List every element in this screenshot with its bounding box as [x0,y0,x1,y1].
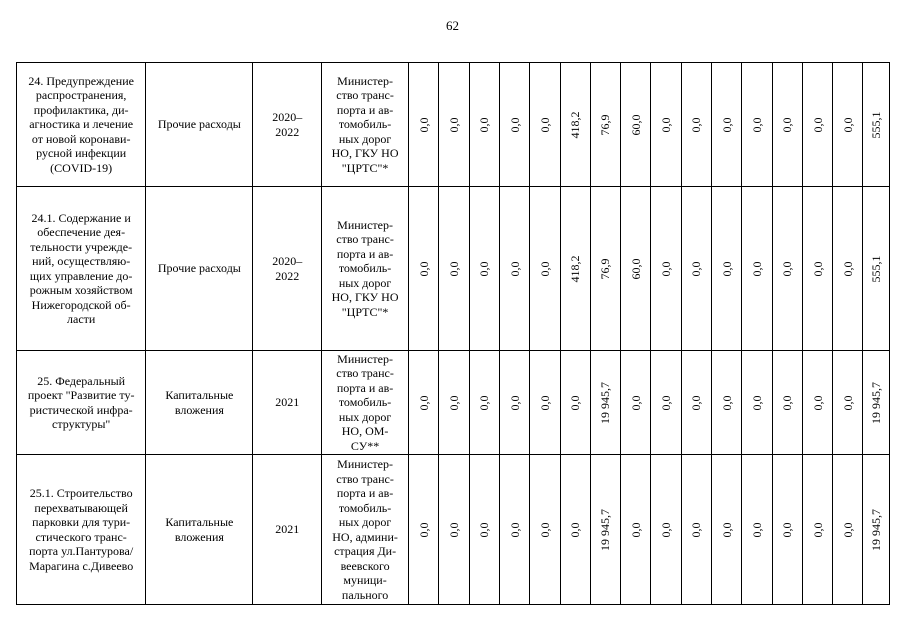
event-name-line: проект "Развитие ту- [27,388,135,402]
amount-value: 0,0 [567,522,582,537]
event-name-cell [17,351,146,455]
amount-value: 0,0 [810,261,825,276]
event-name-line: стического транс- [35,529,127,544]
event-name-line: перехватывающей [34,500,128,515]
executor-line: порта и ав- [336,246,394,261]
amount-value: 76,9 [598,258,613,279]
amount-value: 0,0 [810,395,825,410]
amount-cell [742,455,772,605]
event-name-line: агностика и лечение [29,117,134,132]
expense-type-line: Капитальные [165,388,234,402]
amount-value: 0,0 [840,261,855,276]
amount-value: 60,0 [628,114,643,135]
amount-value: 0,0 [537,261,552,276]
executor-line: порта и ав- [336,380,394,395]
amount-value: 0,0 [477,117,491,132]
amount-cell [772,187,802,351]
period-line: 2021 [275,522,300,537]
executor-line: СУ** [350,438,380,453]
amount-value: 0,0 [749,117,764,132]
table-row [17,351,890,455]
event-name-line: (COVID-19) [50,160,113,175]
amount-cell [651,63,681,187]
executor-line: "ЦРТС"* [341,304,389,319]
executor-cell [322,187,409,351]
executor-line: томобиль- [338,117,392,132]
amount-cell [802,351,832,455]
amount-value: 0,0 [507,395,522,410]
executor-line: НО, админи- [332,529,398,544]
amount-cell [772,63,802,187]
amount-cell [681,187,711,351]
amount-cell [409,63,439,187]
amount-value: 0,0 [840,117,855,132]
amount-value: 0,0 [749,261,764,276]
amount-cell [499,455,529,605]
amount-cell [560,455,590,605]
budget-table-body [17,63,890,605]
executor-line: пального [341,587,389,602]
amount-cell [530,455,560,605]
executor-line: Министер- [337,217,393,232]
amount-cell [409,351,439,455]
amount-cell [590,63,620,187]
amount-value: 0,0 [477,522,491,537]
amount-cell [742,63,772,187]
executor-line: Министер- [337,351,393,366]
event-name-line: ласти [67,312,96,326]
amount-cell [833,187,863,351]
executor-line: ных дорог [338,131,392,146]
executor-line: ных дорог [338,515,392,529]
amount-value: 60,0 [628,258,643,279]
amount-value: 0,0 [779,117,794,132]
executor-line: НО, ГКУ НО [331,146,399,161]
amount-cell [621,187,651,351]
event-name-line: Марагина с.Дивеево [29,558,134,573]
amount-cell [469,455,499,605]
amount-value: 0,0 [658,117,673,132]
amount-cell [802,63,832,187]
amount-value: 0,0 [840,395,855,410]
amount-cell [863,187,890,351]
amount-value: 0,0 [719,261,734,276]
executor-line: порта и ав- [336,102,394,117]
executor-line: "ЦРТС"* [341,160,389,175]
executor-line: муници- [343,573,387,587]
amount-value: 0,0 [719,395,734,410]
amount-cell [863,455,890,605]
amount-cell [651,455,681,605]
event-name-line: парковки для тури- [32,515,131,529]
event-name-line: распространения, [35,88,127,103]
amount-value: 418,2 [567,111,582,138]
event-name-line: тельности учрежде- [30,239,133,254]
amount-value: 0,0 [689,395,704,410]
executor-line: ство транс- [336,471,394,486]
amount-cell [711,351,741,455]
event-name-line: профилактика, ди- [33,102,129,117]
table-row [17,63,890,187]
event-name-line: русной инфекции [36,146,127,161]
amount-value: 0,0 [446,522,461,537]
amount-value: 0,0 [840,522,855,537]
table-row [17,455,890,605]
executor-line: томобиль- [338,500,392,515]
amount-cell [530,351,560,455]
executor-line: Министер- [337,457,393,471]
event-name-line: обеспечение дея- [37,225,126,239]
event-name-line: рожным хозяйством [29,283,133,297]
amount-cell [772,455,802,605]
period-line: 2022 [275,124,300,139]
amount-cell [711,187,741,351]
event-name-line: ристической инфра- [29,402,133,417]
event-name-line: 24. Предупреждение [28,73,134,88]
amount-value: 0,0 [719,117,734,132]
executor-cell [322,63,409,187]
amount-cell [621,63,651,187]
amount-value: 19 945,7 [598,508,613,551]
budget-table [16,62,890,605]
amount-cell [651,187,681,351]
executor-line: ных дорог [338,275,392,290]
period-cell [253,455,322,605]
amount-cell [711,455,741,605]
amount-value: 0,0 [537,117,552,132]
table-row [17,187,890,351]
amount-value: 0,0 [446,117,461,132]
amount-cell [742,187,772,351]
executor-line: ство транс- [336,366,394,381]
amount-value: 0,0 [507,117,522,132]
amount-value: 0,0 [810,117,825,132]
amount-cell [833,63,863,187]
amount-cell [560,63,590,187]
amount-cell [711,63,741,187]
amount-value: 0,0 [658,261,673,276]
amount-value: 0,0 [810,522,825,537]
amount-value: 0,0 [628,395,643,410]
amount-value: 0,0 [446,395,461,410]
amount-cell [742,351,772,455]
amount-value: 0,0 [719,522,734,537]
expense-type-line: вложения [174,402,224,417]
amount-cell [863,351,890,455]
amount-cell [439,455,469,605]
event-name-line: 25.1. Строительство [29,486,133,500]
period-cell [253,63,322,187]
amount-cell [439,351,469,455]
amount-cell [651,351,681,455]
amount-cell [772,351,802,455]
amount-value: 0,0 [477,261,491,276]
executor-line: порта и ав- [336,486,394,500]
executor-line: ство транс- [336,88,394,103]
amount-value: 0,0 [689,522,704,537]
amount-cell [863,63,890,187]
event-name-line: 25. Федеральный [37,373,126,388]
amount-cell [802,455,832,605]
amount-cell [681,351,711,455]
period-cell [253,187,322,351]
amount-cell [621,351,651,455]
amount-cell [530,187,560,351]
amount-cell [439,63,469,187]
event-name-line: Нижегородской об- [31,297,131,312]
amount-cell [833,351,863,455]
expense-type-cell [146,187,253,351]
executor-line: страция Ди- [334,544,397,558]
amount-value: 555,1 [868,111,883,138]
amount-value: 0,0 [689,261,704,276]
amount-value: 0,0 [749,395,764,410]
event-name-line: порта ул.Пантурова/ [29,544,134,558]
amount-cell [499,351,529,455]
event-name-line: структуры" [52,417,111,431]
amount-cell [409,455,439,605]
expense-type-line: Прочие расходы [157,261,241,276]
executor-line: НО, ОМ- [341,424,389,439]
executor-line: томобиль- [338,395,392,410]
amount-value: 0,0 [658,395,673,410]
amount-cell [681,455,711,605]
amount-cell [499,187,529,351]
executor-line: ство транс- [336,232,394,247]
amount-cell [469,63,499,187]
amount-value: 0,0 [689,117,704,132]
amount-value: 0,0 [477,395,491,410]
amount-value: 0,0 [507,261,522,276]
page-number: 62 [446,18,459,33]
executor-cell [322,351,409,455]
amount-cell [439,187,469,351]
amount-cell [802,187,832,351]
amount-cell [681,63,711,187]
period-line: 2020– [272,254,303,268]
amount-cell [560,351,590,455]
amount-cell [621,455,651,605]
amount-value: 0,0 [749,522,764,537]
amount-cell [409,187,439,351]
event-name-line: ний, осуществляю- [32,254,131,268]
amount-value: 0,0 [779,522,794,537]
event-name-line: от новой коронави- [31,131,131,146]
executor-cell [322,455,409,605]
amount-cell [560,187,590,351]
amount-value: 0,0 [507,522,522,537]
amount-value: 0,0 [416,522,431,537]
executor-line: Министер- [337,73,393,88]
period-line: 2021 [275,395,300,410]
amount-cell [499,63,529,187]
expense-type-line: Капитальные [165,515,234,529]
amount-value: 418,2 [567,255,582,282]
expense-type-cell [146,63,253,187]
amount-cell [833,455,863,605]
amount-cell [530,63,560,187]
amount-value: 0,0 [658,522,673,537]
executor-line: томобиль- [338,261,392,276]
event-name-line: 24.1. Содержание и [31,210,131,225]
amount-value: 0,0 [567,395,582,410]
expense-type-cell [146,351,253,455]
amount-value: 19 945,7 [598,381,613,424]
event-name-cell [17,455,146,605]
amount-value: 0,0 [416,117,431,132]
amount-cell [590,187,620,351]
expense-type-line: вложения [174,529,224,544]
event-name-cell [17,63,146,187]
amount-value: 0,0 [416,261,431,276]
amount-value: 76,9 [598,114,613,135]
amount-value: 0,0 [416,395,431,410]
executor-line: ных дорог [338,409,392,424]
period-line: 2020– [272,110,303,124]
event-name-cell [17,187,146,351]
expense-type-line: Прочие расходы [157,117,241,132]
amount-value: 0,0 [779,261,794,276]
expense-type-cell [146,455,253,605]
amount-value: 0,0 [537,522,552,537]
event-name-line: щих управление до- [29,268,133,283]
amount-value: 0,0 [537,395,552,410]
period-line: 2022 [275,268,300,283]
amount-cell [590,455,620,605]
amount-cell [469,351,499,455]
amount-cell [590,351,620,455]
executor-line: НО, ГКУ НО [331,290,399,305]
amount-cell [469,187,499,351]
amount-value: 555,1 [868,255,883,282]
amount-value: 19 945,7 [868,381,883,424]
amount-value: 0,0 [779,395,794,410]
amount-value: 0,0 [628,522,643,537]
amount-value: 19 945,7 [868,508,883,551]
period-cell [253,351,322,455]
amount-value: 0,0 [446,261,461,276]
executor-line: веевского [340,558,390,573]
